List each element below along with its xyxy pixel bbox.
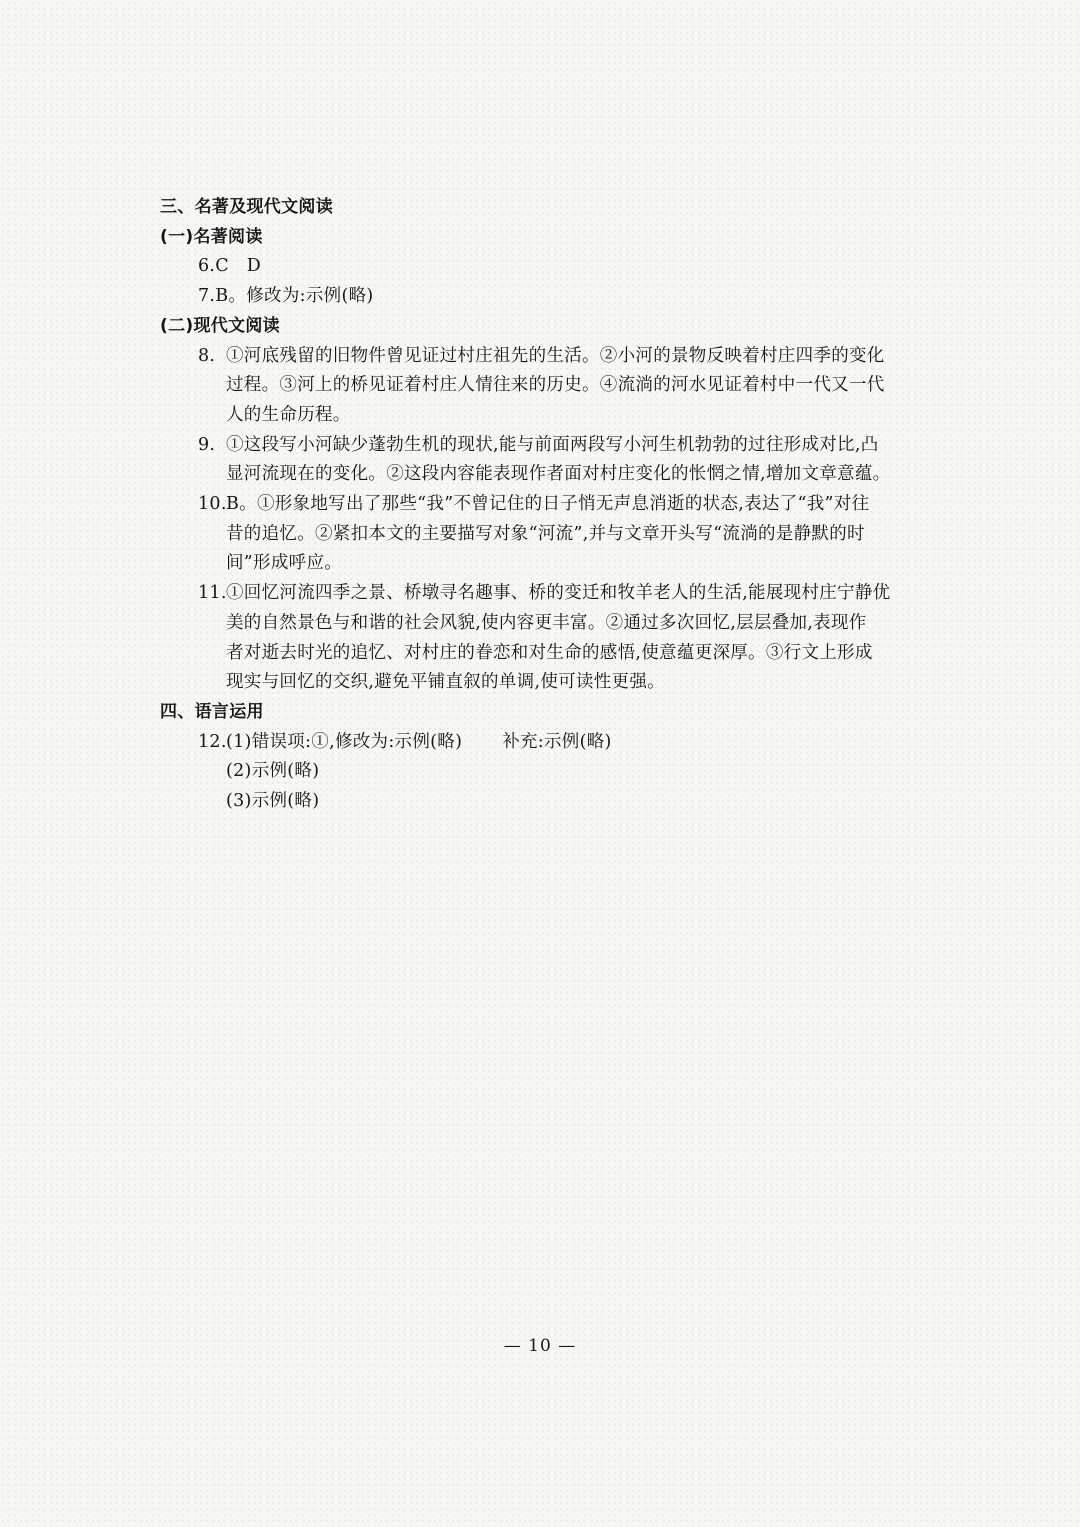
part-1-title: (一)名著阅读 [160,226,263,247]
answer-10 [160,490,940,579]
section-3-title: 三、名著及现代文阅读 [160,197,333,217]
answer-8-number: 8. [198,345,216,366]
answer-content [160,193,940,817]
answer-12-part-1-error: (1)错误项:①,修改为:示例(略) [226,731,463,752]
answer-12-number: 12. [198,731,227,752]
answer-9 [160,431,940,490]
answer-12-part-1-supplement: 补充:示例(略) [502,731,612,752]
answer-12-part-2: (2)示例(略) [226,761,320,782]
answer-9-line: 显河流现在的变化。②这段内容能表现作者面对村庄变化的怅惘之情,增加文章意蕴。 [226,464,891,485]
answer-11-number: 11. [198,583,227,604]
answer-10-number: 10. [198,494,227,515]
answer-11-line: 美的自然景色与和谐的社会风貌,使内容更丰富。②通过多次回忆,层层叠加,表现作 [226,612,867,633]
answer-10-line: B。①形象地写出了那些“我”不曾记住的日子悄无声息消逝的状态,表达了“我”对往 [226,494,870,515]
answer-8-line: ①河底残留的旧物件曾见证过村庄祖先的生活。②小河的景物反映着村庄四季的变化 [226,345,885,366]
answer-12-part-1 [226,728,940,758]
answer-12 [160,728,940,817]
answer-10-line: 昔的追忆。②紧扣本文的主要描写对象“河流”,并与文章开头写“流淌的是静默的时 [226,523,865,544]
answer-7: 7.B。修改为:示例(略) [198,286,374,307]
answer-8-line: 人的生命历程。 [226,404,351,425]
answer-6: 6.C D [198,256,262,277]
part-2-title: (二)现代文阅读 [160,315,280,336]
answer-11-line: 者对逝去时光的追忆、对村庄的眷恋和对生命的感悟,使意蕴更深厚。③行文上形成 [226,642,873,663]
answer-11-line: ①回忆河流四季之景、桥墩寻名趣事、桥的变迁和牧羊老人的生活,能展现村庄宁静优 [226,583,891,604]
answer-11 [160,579,940,698]
answer-11-line: 现实与回忆的交织,避免平铺直叙的单调,使可读性更强。 [226,672,665,693]
page-number: — 10 — [503,1336,577,1356]
answer-12-part-3: (3)示例(略) [226,791,320,812]
answer-9-line: ①这段写小河缺少蓬勃生机的现状,能与前面两段写小河生机勃勃的过往形成对比,凸 [226,434,879,455]
answer-8 [160,342,940,431]
answer-8-line: 过程。③河上的桥见证着村庄人情往来的历史。④流淌的河水见证着村中一代又一代 [226,375,885,396]
answer-10-line: 间”形成呼应。 [226,553,343,574]
answer-9-number: 9. [198,434,216,455]
section-4-title: 四、语言运用 [160,701,264,722]
